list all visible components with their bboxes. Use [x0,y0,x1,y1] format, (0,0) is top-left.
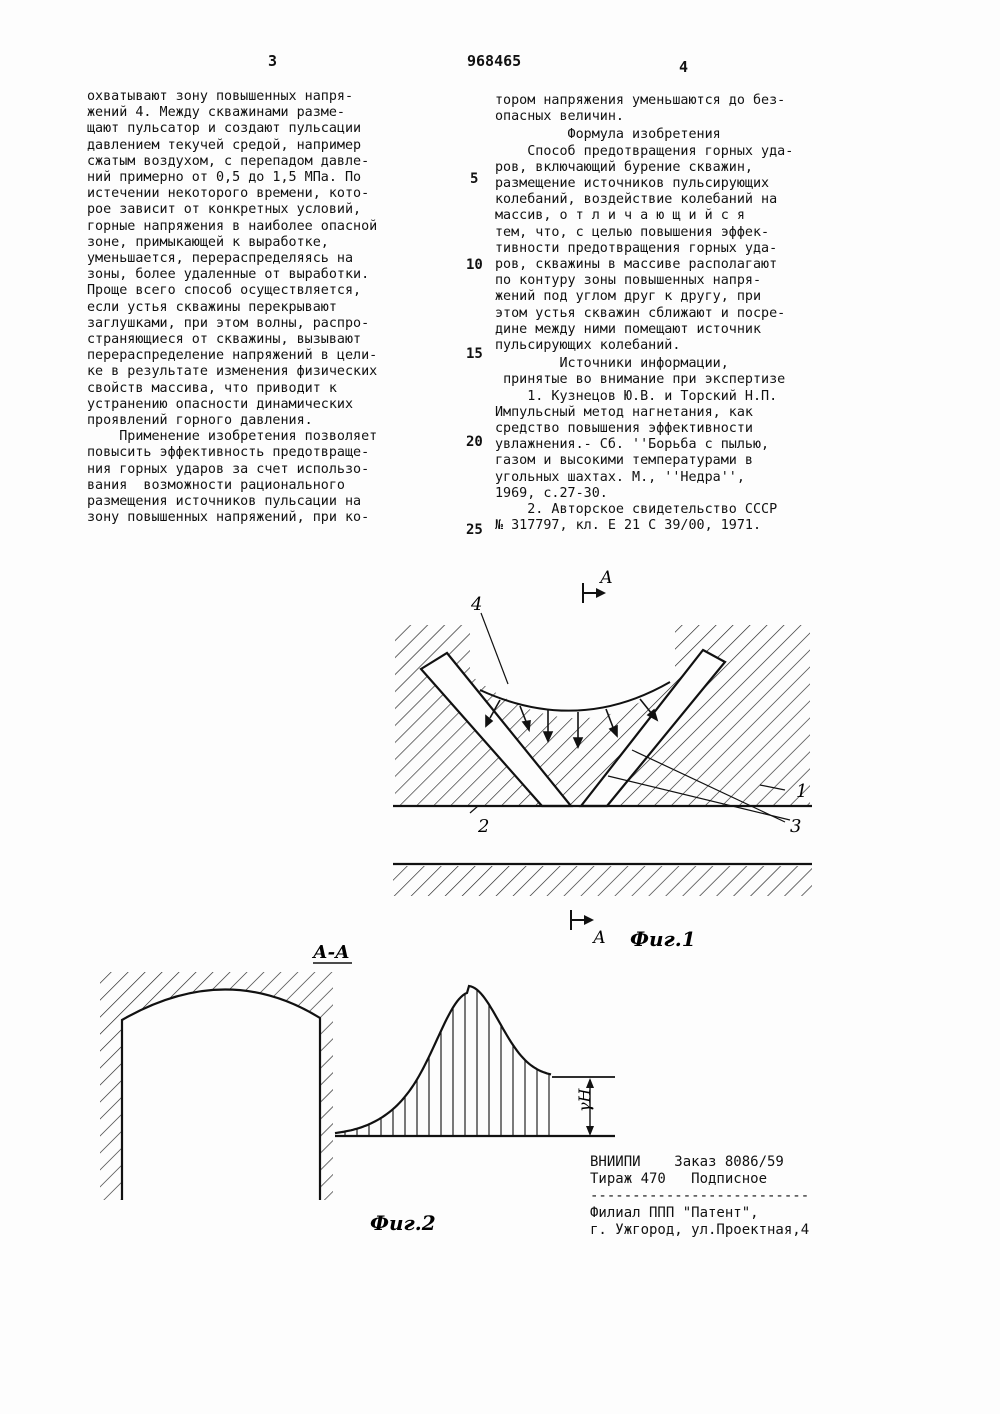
text-line: рое зависит от конкретных условий, [87,202,362,218]
page-number-right: 4 [679,58,689,76]
figure-1-caption: Фиг.1 [630,927,696,951]
line-number: 15 [466,346,483,362]
gamma-h-dimension [575,1078,594,1136]
text-line: свойств массива, что приводит к [87,380,337,396]
text-line: массив, о т л и ч а ю щ и й с я [495,208,745,224]
imprint-divider: -------------------------- [590,1188,810,1204]
text-line: Источники информации, [559,356,729,372]
text-line: ния горных ударов за счет использо- [87,461,370,477]
text-line: ров, скважины в массиве располагают [495,257,778,273]
text-line: тором напряжения уменьшаются до без- [495,93,786,108]
text-line: 1. Кузнецов Ю.В. и Торский Н.П. [495,388,778,404]
text-line: зоны, более удаленные от выработки. [87,267,370,283]
text-line: повысить эффективность предотвраще- [87,445,370,461]
text-line: 1969, с.27-30. [495,485,608,501]
text-line: охватывают зону повышенных напря- [87,89,354,104]
text-line: страняющиеся от скважины, вызывают [87,332,362,348]
text-line: тем, что, с целью повышения эффек- [495,224,770,240]
text-line: щают пульсатор и создают пульсации [87,121,362,137]
text-line: Способ предотвращения горных уда- [495,143,794,159]
text-line: заглушками, при этом волны, распро- [87,315,370,331]
text-line: средство повышения эффективности [495,421,753,437]
text-line: угольных шахтах. М., ''Недра'', [495,469,745,485]
text-line: уменьшается, перераспределяясь на [87,251,354,267]
svg-text:А: А [600,568,613,588]
section-mark-top [583,568,613,603]
text-line: проявлений горного давления. [87,413,313,429]
svg-text:А: А [593,928,606,948]
line-number: 5 [470,171,479,187]
stress-curve [335,986,551,1133]
claims-heading: Формула изобретения [567,127,721,143]
text-line: жений 4. Между скважинами разме- [87,105,345,121]
imprint-line: Тираж 470 Подписное [590,1171,768,1187]
line-number: 10 [466,257,483,273]
text-line: опасных величин. [495,109,624,125]
text-line: пульсирующих колебаний. [495,338,681,354]
imprint-line: Филиал ППП "Патент", [590,1205,759,1221]
text-line: зону повышенных напряжений, при ко- [87,510,370,526]
text-line: тивности предотвращения горных уда- [495,240,778,256]
text-line: устранению опасности динамических [87,396,354,412]
figure-2-caption: Фиг.2 [370,1211,436,1235]
stress-diagram-hatching [345,990,549,1136]
text-line: давлением текучей средой, например [87,137,362,153]
figure-2-drawing [0,930,1000,1260]
text-line: дине между ними помещают источник [495,321,762,337]
label-2: 2 [478,816,490,837]
text-line: газом и высокими температурами в [495,453,753,469]
text-line: вания возможности рационального [87,477,345,493]
text-line: колебаний, воздействие колебаний на [495,192,778,208]
text-line: 2. Авторское свидетельство СССР [495,502,778,518]
label-3: 3 [790,816,802,837]
text-line: зоне, примыкающей к выработке, [87,234,329,250]
text-line: если устья скважины перекрывают [87,299,337,315]
page-number-left: 3 [268,52,278,70]
text-line: Импульсный метод нагнетания, как [495,404,753,420]
text-line: ке в результате изменения физических [87,364,378,380]
text-line: ров, включающий бурение скважин, [495,159,753,175]
text-line: размещения источников пульсации на [87,494,362,510]
imprint-block [590,1154,809,1239]
floor-hatching [393,866,812,896]
text-line: размещение источников пульсирующих [495,176,770,192]
line-number: 25 [466,522,483,538]
imprint-line: г. Ужгород, ул.Проектная,4 [590,1222,810,1238]
line-number: 20 [466,434,483,450]
label-4: 4 [471,594,483,615]
text-line: по контуру зоны повышенных напря- [495,273,762,289]
text-line: ний примерно от 0,5 до 1,5 МПа. По [87,170,362,186]
svg-text:γН: γН [575,1088,594,1112]
section-title-a-a: А-А [313,942,350,963]
text-line: перераспределение напряжений в цели- [87,348,378,364]
text-line: сжатым воздухом, с перепадом давле- [87,153,370,169]
text-line: № 317797, кл. Е 21 С 39/00, 1971. [495,518,762,534]
text-line: этом устья скважин сближают и посре- [495,305,786,321]
text-line: истечении некоторого времени, кото- [87,186,370,202]
text-line: горные напряжения в наиболее опасной [87,218,378,234]
drift-profile [122,989,320,1200]
text-line: увлажнения.- Сб. ''Борьба с пылью, [495,437,770,453]
text-line: принятые во внимание при экспертизе [503,372,786,388]
text-line: Применение изобретения позволяет [87,429,378,445]
imprint-line: ВНИИПИ Заказ 8086/59 [590,1154,784,1170]
text-line: жений под углом друг к другу, при [495,289,762,305]
text-line: Проще всего способ осуществляется, [87,283,362,299]
patent-number: 968465 [467,52,522,70]
label-1: 1 [796,781,808,802]
